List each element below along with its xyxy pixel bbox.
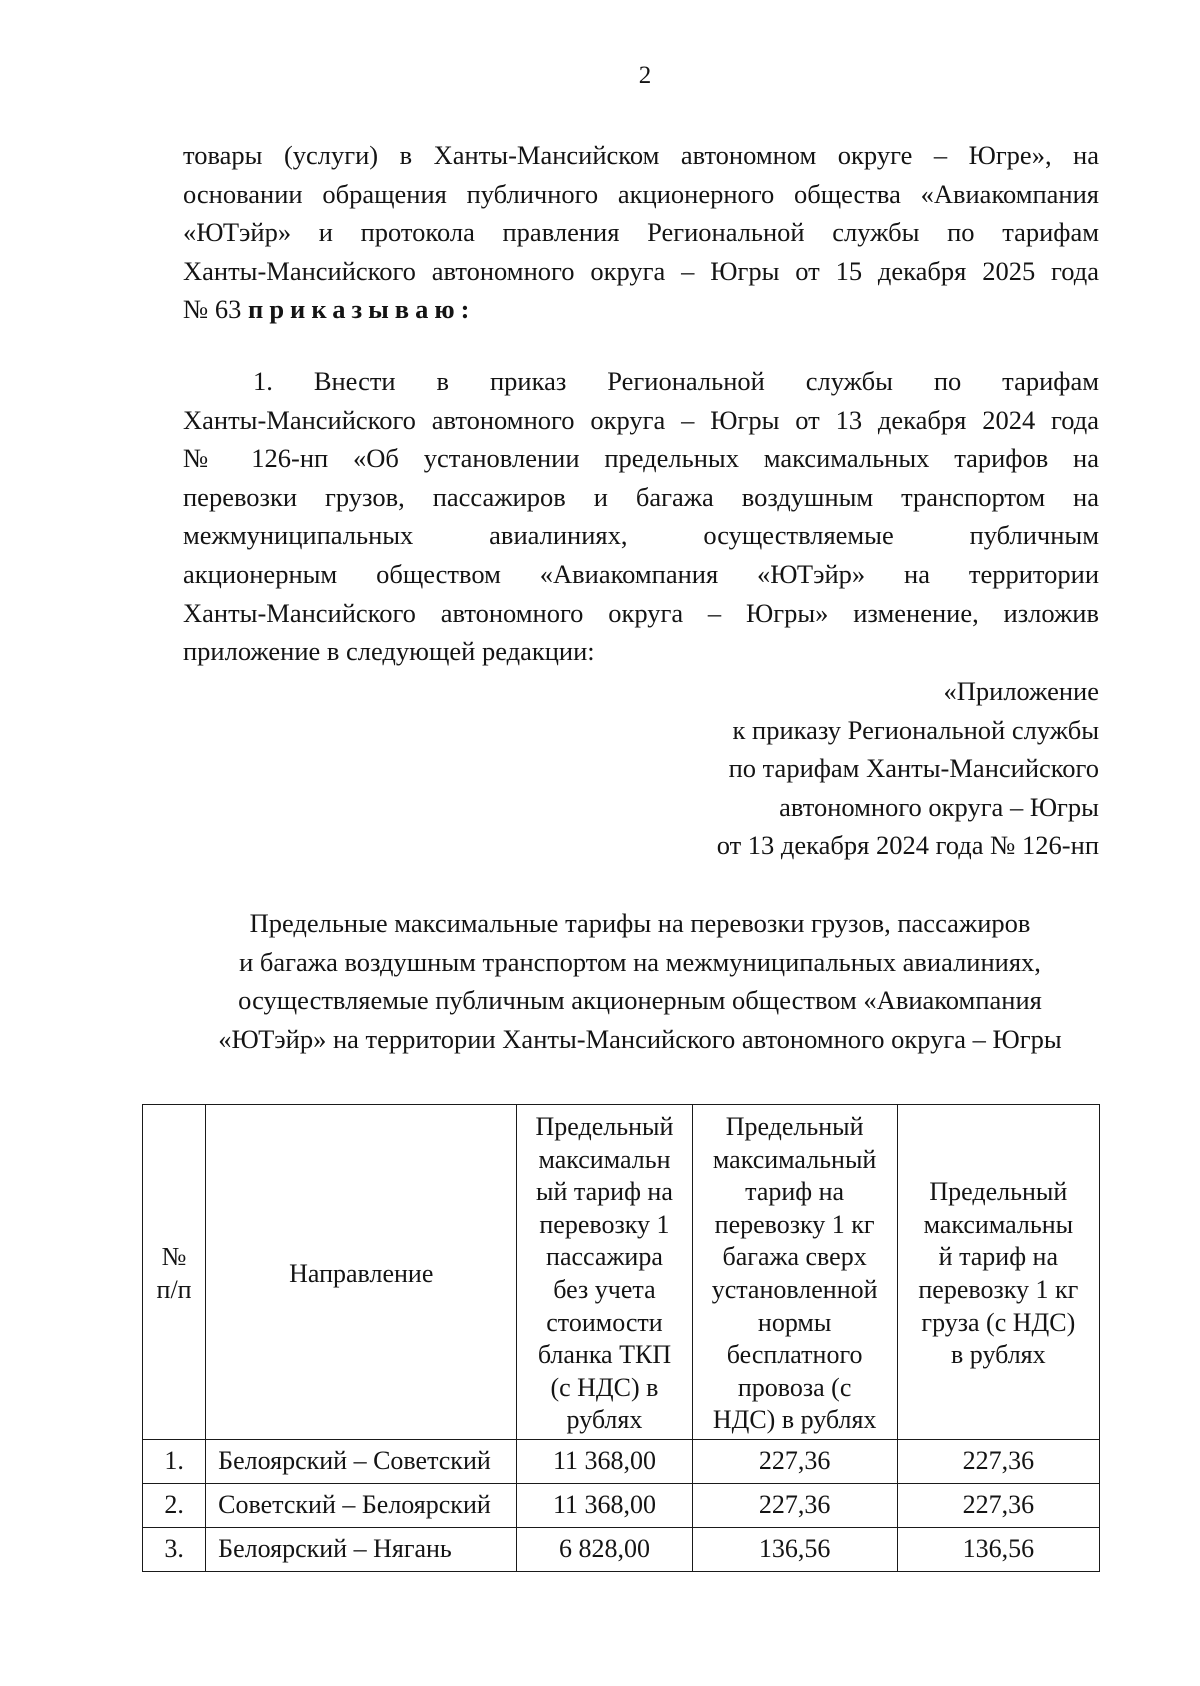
appendix-line: к приказу Региональной службы: [732, 714, 1099, 745]
preamble-line: Ханты-Мансийского автономного округа – Югры от 15 декабря 2025 года: [183, 255, 1099, 286]
header-line: НДС) в рублях: [712, 1405, 877, 1435]
table-row: [143, 1439, 1100, 1483]
row-baggage-tariff: 227,36: [692, 1483, 897, 1527]
row-number: 3.: [143, 1527, 206, 1571]
row-cargo-tariff: 227,36: [897, 1439, 1099, 1483]
header-number: [143, 1105, 206, 1440]
header-direction: Направление: [206, 1105, 517, 1440]
row-number: 2.: [143, 1483, 206, 1527]
row-baggage-tariff: 136,56: [692, 1527, 897, 1571]
title-line: Предельные максимальные тарифы на перевозки грузов, пассажиров: [249, 908, 1031, 938]
preamble-line: товары (услуги) в Ханты-Мансийском автономном округе – Югре», на: [183, 140, 1099, 170]
appendix-line: от 13 декабря 2024 года № 126-нп: [716, 830, 1099, 861]
row-passenger-tariff: 11 368,00: [517, 1439, 692, 1483]
header-line: тариф на: [745, 1177, 845, 1207]
preamble-line: основании обращения публичного акционерного общества «Авиакомпания: [183, 178, 1099, 209]
clause-last-line: приложение в следующей редакции:: [183, 636, 595, 667]
row-baggage-tariff: 227,36: [692, 1439, 897, 1483]
header-baggage-tariff: [692, 1105, 897, 1440]
header-line: максимальны: [923, 1209, 1074, 1239]
clause-line: перевозки грузов, пассажиров и багажа воздушным транспортом на: [183, 481, 1099, 512]
header-line: п/п: [156, 1274, 192, 1304]
row-cargo-tariff: 227,36: [897, 1483, 1099, 1527]
header-line: №: [161, 1242, 187, 1272]
header-line: провоза (с: [737, 1372, 852, 1402]
header-line: в рублях: [951, 1340, 1046, 1370]
header-line: пассажира: [546, 1242, 663, 1272]
header-line: нормы: [757, 1307, 832, 1337]
preamble-line: «ЮТэйр» и протокола правления Региональной службы по тарифам: [183, 217, 1099, 248]
header-line: Предельный: [929, 1177, 1068, 1207]
row-direction: Белоярский – Советский: [206, 1439, 517, 1483]
header-line: перевозку 1: [539, 1209, 670, 1239]
appendix-reference: [717, 672, 1099, 865]
header-line: перевозку 1 кг: [714, 1209, 875, 1239]
title-line: осуществляемые публичным акционерным обществом «Авиакомпания: [238, 985, 1042, 1016]
row-direction: Советский – Белоярский: [206, 1483, 517, 1527]
header-line: Предельный: [535, 1112, 674, 1141]
header-line: Предельный: [725, 1112, 864, 1141]
preamble-paragraph: [183, 136, 1099, 329]
order-word: приказываю:: [248, 294, 476, 325]
header-line: без учета: [553, 1274, 656, 1304]
header-line: (с НДС) в: [550, 1372, 659, 1402]
header-passenger-tariff: [517, 1105, 692, 1440]
clause-1-paragraph: [183, 362, 1099, 671]
header-line: груза (с НДС): [921, 1307, 1076, 1337]
row-direction: Белоярский – Нягань: [206, 1527, 517, 1571]
appendix-line: по тарифам Ханты-Мансийского: [728, 753, 1099, 784]
header-line: бесплатного: [726, 1340, 863, 1370]
title-line: и багажа воздушным транспортом на межмуниципальных авиалиниях,: [239, 946, 1041, 977]
header-line: установленной: [711, 1274, 878, 1304]
row-number: 1.: [143, 1439, 206, 1483]
clause-line: акционерным обществом «Авиакомпания «ЮТэйр» на территории: [183, 558, 1099, 589]
header-line: рублях: [566, 1405, 643, 1435]
header-line: бланка ТКП: [537, 1340, 672, 1370]
preamble-last-line: [183, 290, 1099, 329]
header-line: багажа сверх: [722, 1242, 867, 1272]
tariff-table: [142, 1104, 1100, 1572]
header-line: максимальн: [538, 1144, 671, 1174]
clause-line: Ханты-Мансийского автономного округа – Югры» изменение, изложив: [183, 597, 1099, 628]
clause-line: № 126-нп «Об установлении предельных максимальных тарифов на: [183, 443, 1099, 474]
row-passenger-tariff: 6 828,00: [517, 1527, 692, 1571]
header-line: перевозку 1 кг: [918, 1274, 1079, 1304]
appendix-line: автономного округа – Югры: [779, 791, 1099, 822]
header-line: максимальный: [712, 1144, 877, 1174]
title-line: «ЮТэйр» на территории Ханты-Мансийского автономного округа – Югры: [218, 1023, 1062, 1054]
order-number-prefix: № 63: [183, 294, 249, 325]
header-cargo-tariff: [897, 1105, 1099, 1440]
header-line: й тариф на: [938, 1242, 1059, 1272]
table-row: [143, 1483, 1100, 1527]
row-passenger-tariff: 11 368,00: [517, 1483, 692, 1527]
clause-line: Ханты-Мансийского автономного округа – Югры от 13 декабря 2024 года: [183, 404, 1099, 435]
clause-line: 1. Внести в приказ Региональной службы по тарифам: [253, 366, 1099, 396]
header-line: ый тариф на: [536, 1177, 673, 1207]
clause-line: межмуниципальных авиалиниях, осуществляемые публичным: [183, 520, 1099, 551]
table-header-row: [143, 1105, 1100, 1440]
appendix-line: «Приложение: [943, 676, 1099, 706]
table-row: [143, 1527, 1100, 1571]
tariff-table-title: [160, 904, 1120, 1058]
page-number: 2: [638, 62, 652, 89]
header-line: стоимости: [546, 1307, 663, 1337]
row-cargo-tariff: 136,56: [897, 1527, 1099, 1571]
